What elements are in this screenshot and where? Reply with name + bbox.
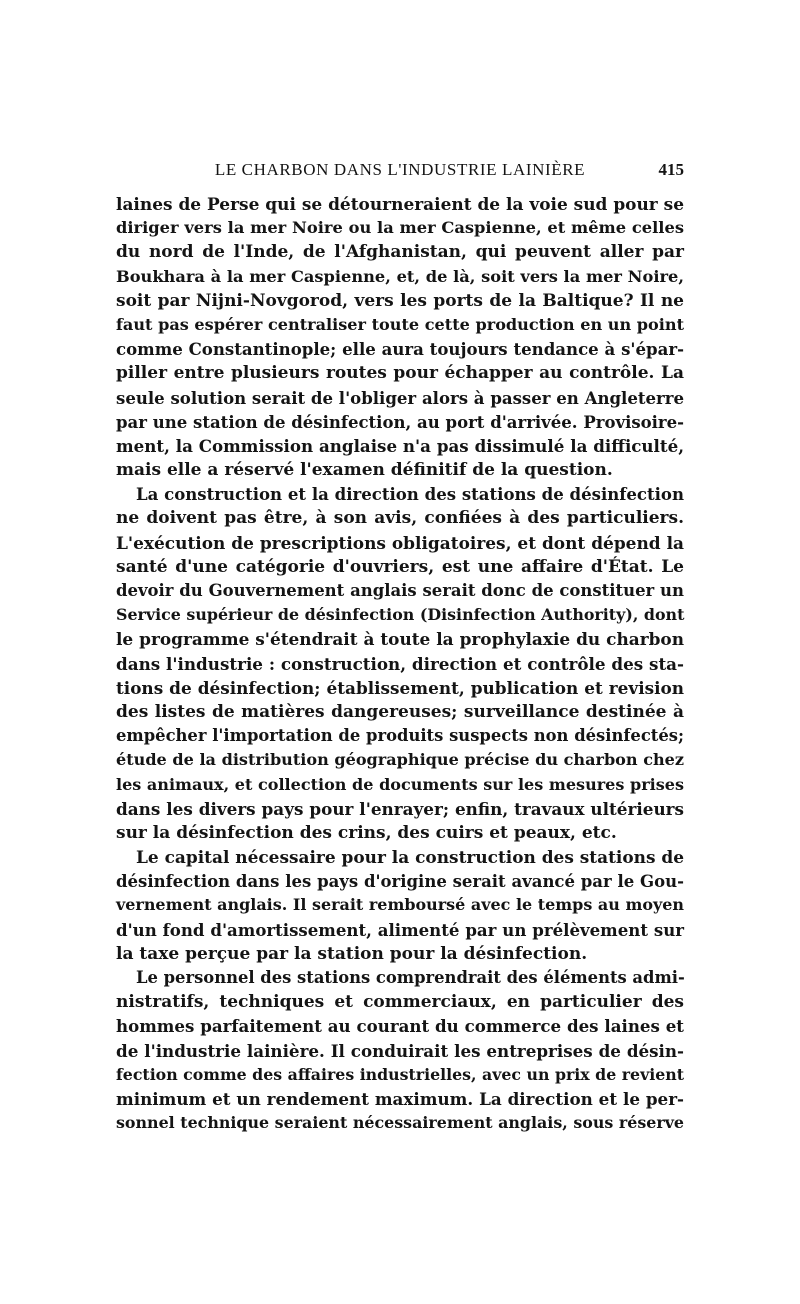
text-line: Le personnel des stations comprendrait des éléments admi-	[136, 968, 685, 987]
text-line: ne doivent pas être, à son avis, confiées à des particuliers.	[116, 508, 684, 529]
text-line: Le capital nécessaire pour la construction des stations de	[136, 847, 685, 868]
text-line: empêcher l'importation de produits suspects non désinfectés;	[116, 726, 684, 746]
text-line: tions de désinfection; établissement, publication et revision	[116, 677, 684, 698]
text-line: diriger vers la mer Noire ou la mer Caspienne, et même celles	[116, 218, 684, 238]
text-line: devoir du Gouvernement anglais serait donc de constituer un	[116, 581, 684, 600]
text-line: de l'industrie lainière. Il conduirait les entreprises de désin-	[116, 1040, 684, 1061]
text-line: par une station de désinfection, au port d'arrivée. Provisoire-	[116, 411, 684, 432]
text-line: seule solution serait de l'obliger alors à passer en Angleterre	[116, 387, 684, 408]
text-line: comme Constantinople; elle aura toujours tendance à s'épar-	[116, 339, 684, 360]
text-line: fection comme des affaires industrielles, avec un prix de revient	[116, 1064, 684, 1084]
text-line: du nord de l'Inde, de l'Afghanistan, qui peuvent aller par	[116, 242, 684, 263]
text-line: ment, la Commission anglaise n'a pas dissimulé la difficulté,	[116, 435, 684, 456]
text-line: étude de la distribution géographique précise du charbon chez	[116, 750, 684, 770]
text-line: soit par Nijni-Novgorod, vers les ports de la Baltique? Il ne	[116, 290, 684, 311]
text-line: Service supérieur de désinfection (Disinfection Authority), dont	[116, 605, 685, 625]
text-line: L'exécution de prescriptions obligatoires, et dont dépend la	[116, 532, 684, 553]
running-title: LE CHARBON DANS L'INDUSTRIE LAINIÈRE	[214, 160, 586, 179]
text-line: sonnel technique seraient nécessairement anglais, sous réserve	[116, 1113, 684, 1133]
text-line: hommes parfaitement au courant du commerce des laines et	[116, 1016, 684, 1037]
text-line: mais elle a réservé l'examen définitif de la question.	[116, 460, 613, 481]
paragraph-1	[116, 192, 684, 482]
paragraph-4	[116, 966, 684, 1135]
text-line: minimum et un rendement maximum. La direction et le per-	[116, 1088, 684, 1109]
text-line: des listes de matières dangereuses; surveillance destinée à	[116, 701, 684, 722]
text-line: santé d'une catégorie d'ouvriers, est une affaire d'État. Le	[116, 556, 684, 577]
text-line: vernement anglais. Il serait remboursé avec le temps au moyen	[116, 895, 684, 915]
text-line: d'un fond d'amortissement, alimenté par un prélèvement sur	[116, 919, 684, 940]
page-number: 415	[658, 160, 684, 179]
text-line: la taxe perçue par la station pour la désinfection.	[116, 943, 588, 964]
text-line: faut pas espérer centraliser toute cette production en un point	[116, 314, 684, 334]
text-line: les animaux, et collection de documents sur les mesures prises	[116, 774, 684, 794]
running-header	[116, 158, 684, 182]
paragraph-3	[116, 845, 684, 966]
text-line: dans l'industrie : construction, direction et contrôle des sta-	[116, 653, 684, 674]
text-line: laines de Perse qui se détourneraient de la voie sud pour se	[116, 194, 684, 214]
body-text	[116, 192, 684, 1135]
text-line: piller entre plusieurs routes pour échapper au contrôle. La	[116, 363, 684, 384]
text-line: dans les divers pays pour l'enrayer; enfin, travaux ultérieurs	[116, 798, 684, 819]
text-line: sur la désinfection des crins, des cuirs et peaux, etc.	[116, 822, 617, 843]
text-line: désinfection dans les pays d'origine serait avancé par le Gou-	[116, 871, 684, 892]
text-line: Boukhara à la mer Caspienne, et, de là, soit vers la mer Noire,	[116, 266, 684, 286]
text-line: le programme s'étendrait à toute la prophylaxie du charbon	[116, 629, 684, 650]
text-line: nistratifs, techniques et commerciaux, en particulier des	[116, 992, 684, 1013]
text-line: La construction et la direction des stations de désinfection	[136, 484, 684, 505]
paragraph-2	[116, 482, 684, 845]
